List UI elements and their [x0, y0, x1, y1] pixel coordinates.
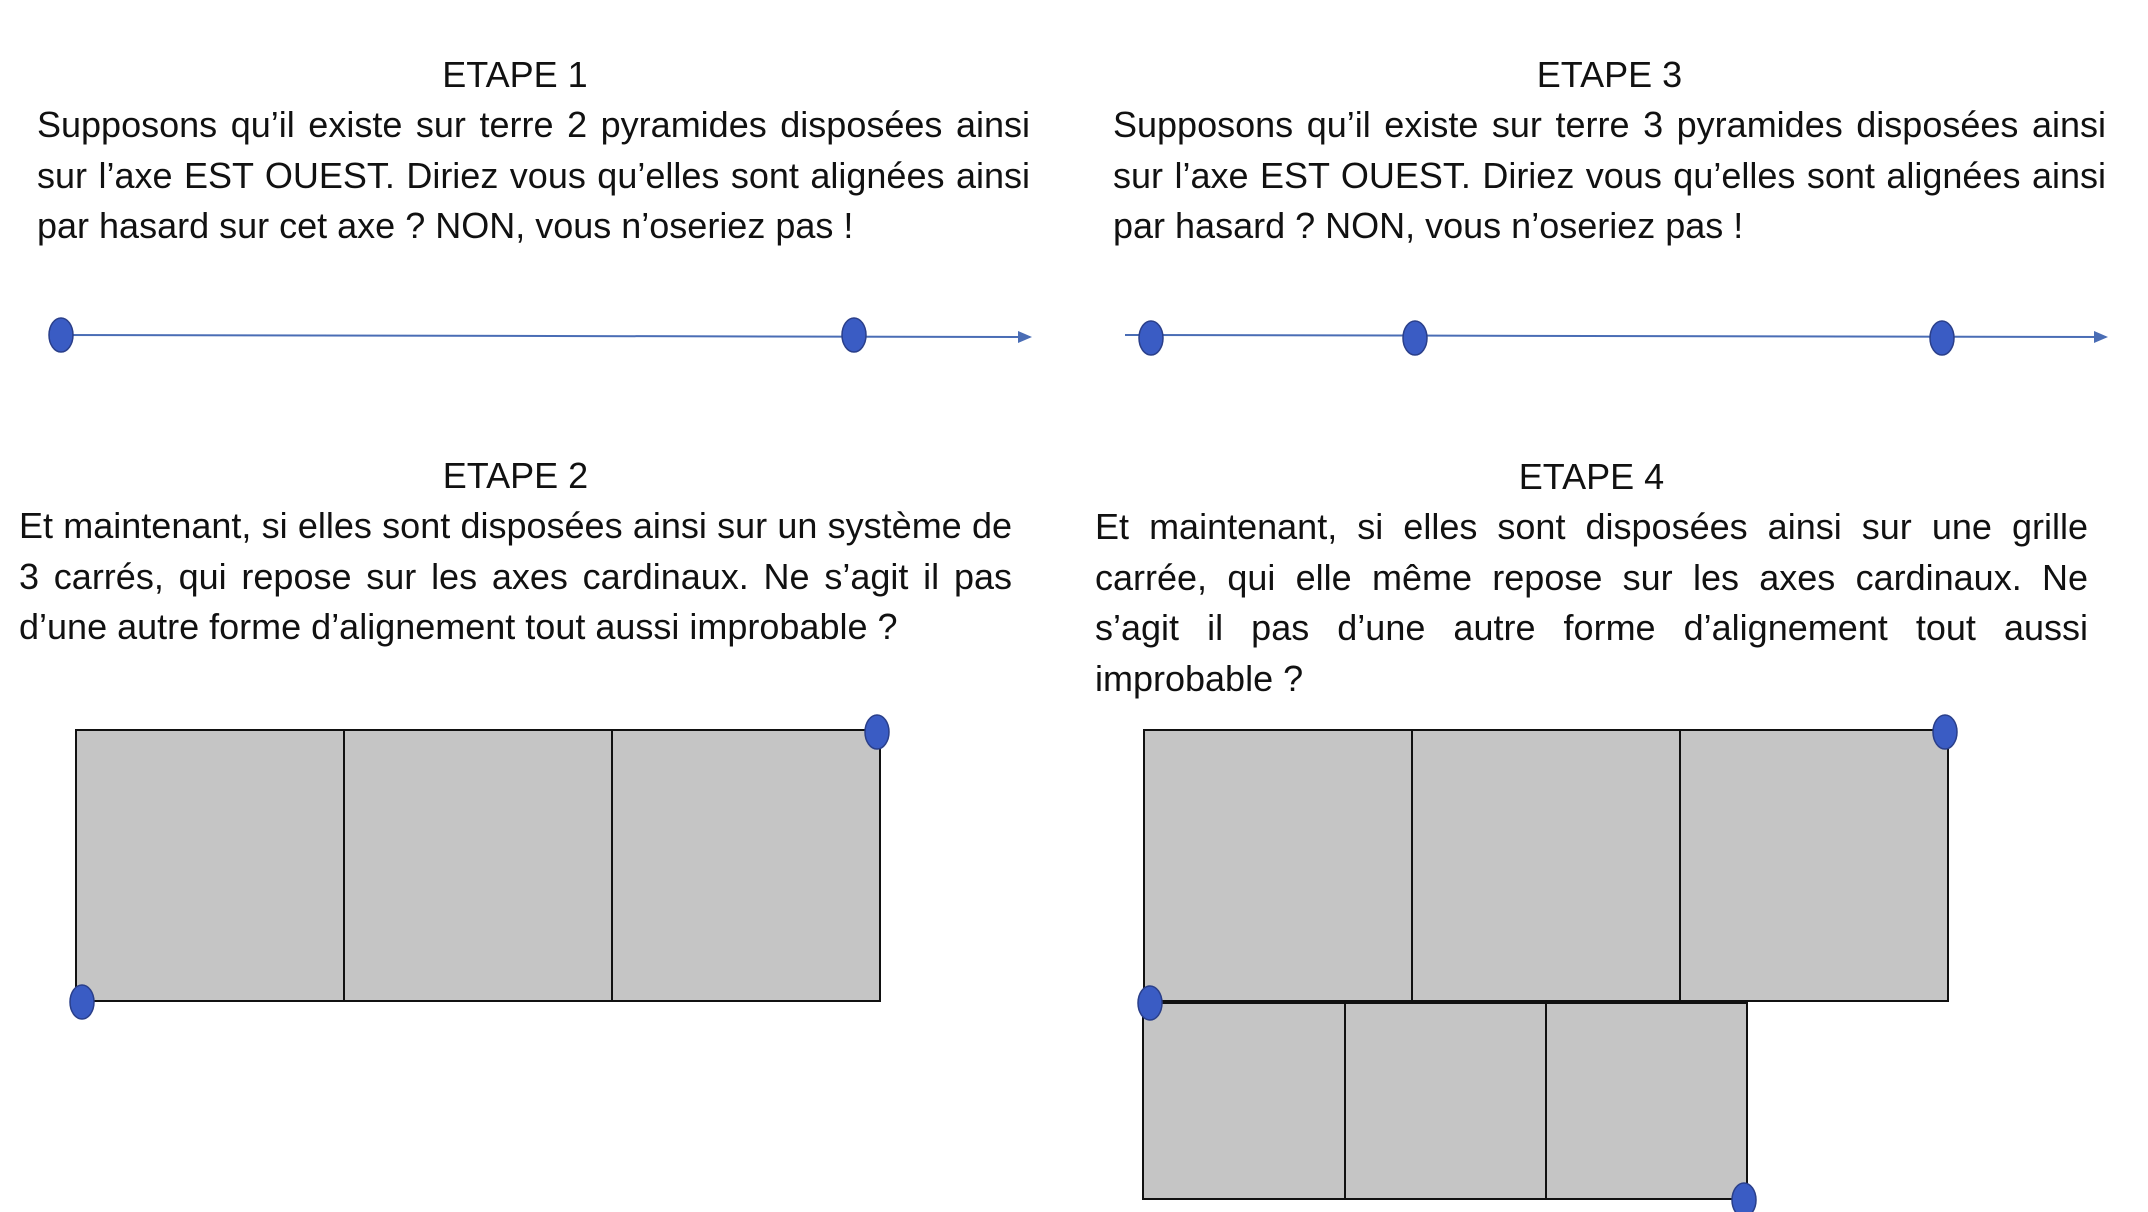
step4-pyramid-dot-top-right: [1933, 715, 1957, 749]
step3-text: Supposons qu’il existe sur terre 3 pyramides disposées ainsi sur l’axe EST OUEST. Diriez vous qu’elles sont alignées ainsi par hasard ? NON, vous n’oseriez pas !: [1113, 104, 2106, 246]
step2-square-3: [612, 730, 880, 1001]
step1-axis-diagram: [49, 318, 1030, 352]
step4-square-bottom-1: [1143, 1003, 1345, 1199]
step4-square-top-3: [1680, 730, 1948, 1001]
step3-pyramid-dot-1: [1139, 321, 1163, 355]
step4-square-grid: [1138, 715, 1957, 1212]
step1-pyramid-dot-2: [842, 318, 866, 352]
step2-title: ETAPE 2: [442, 455, 589, 496]
step3-pyramid-dot-2: [1403, 321, 1427, 355]
step4-square-bottom-2: [1345, 1003, 1546, 1199]
step2-pyramid-dot-top-right: [865, 715, 889, 749]
step2-text: Et maintenant, si elles sont disposées ainsi sur un système de 3 carrés, qui repose sur les axes cardinaux. Ne s’agit il pas d’une autre forme d’alignement tout aussi improbable ?: [19, 505, 1012, 647]
step2-square-2: [344, 730, 612, 1001]
step4-pyramid-dot-bottom-right: [1732, 1183, 1756, 1212]
step2-square-1: [76, 730, 344, 1001]
step3-title: ETAPE 3: [1536, 54, 1683, 95]
step3-axis-arrow: [1125, 335, 2106, 337]
step3-axis-diagram: [1125, 321, 2106, 355]
step2-square-system: [70, 715, 889, 1019]
step4-square-top-2: [1412, 730, 1680, 1001]
step3-pyramid-dot-3: [1930, 321, 1954, 355]
step4-square-top-1: [1144, 730, 1412, 1001]
step4-pyramid-dot-middle-left: [1138, 986, 1162, 1020]
step2-pyramid-dot-bottom-left: [70, 985, 94, 1019]
step1-axis-arrow: [60, 335, 1030, 337]
step1-title: ETAPE 1: [442, 54, 588, 95]
step1-text: Supposons qu’il existe sur terre 2 pyramides disposées ainsi sur l’axe EST OUEST. Diriez vous qu’elles sont alignées ainsi par hasard sur cet axe ? NON, vous n’oseriez pas !: [37, 104, 1030, 246]
step4-text: Et maintenant, si elles sont disposées ainsi sur une grille carrée, qui elle même repose sur les axes cardinaux. Ne s’agit il pas d’une autre forme d’alignement tout aussi improbable ?: [1095, 506, 2088, 699]
step1-pyramid-dot-1: [49, 318, 73, 352]
step4-title: ETAPE 4: [1518, 456, 1665, 497]
step4-square-bottom-3: [1546, 1003, 1747, 1199]
